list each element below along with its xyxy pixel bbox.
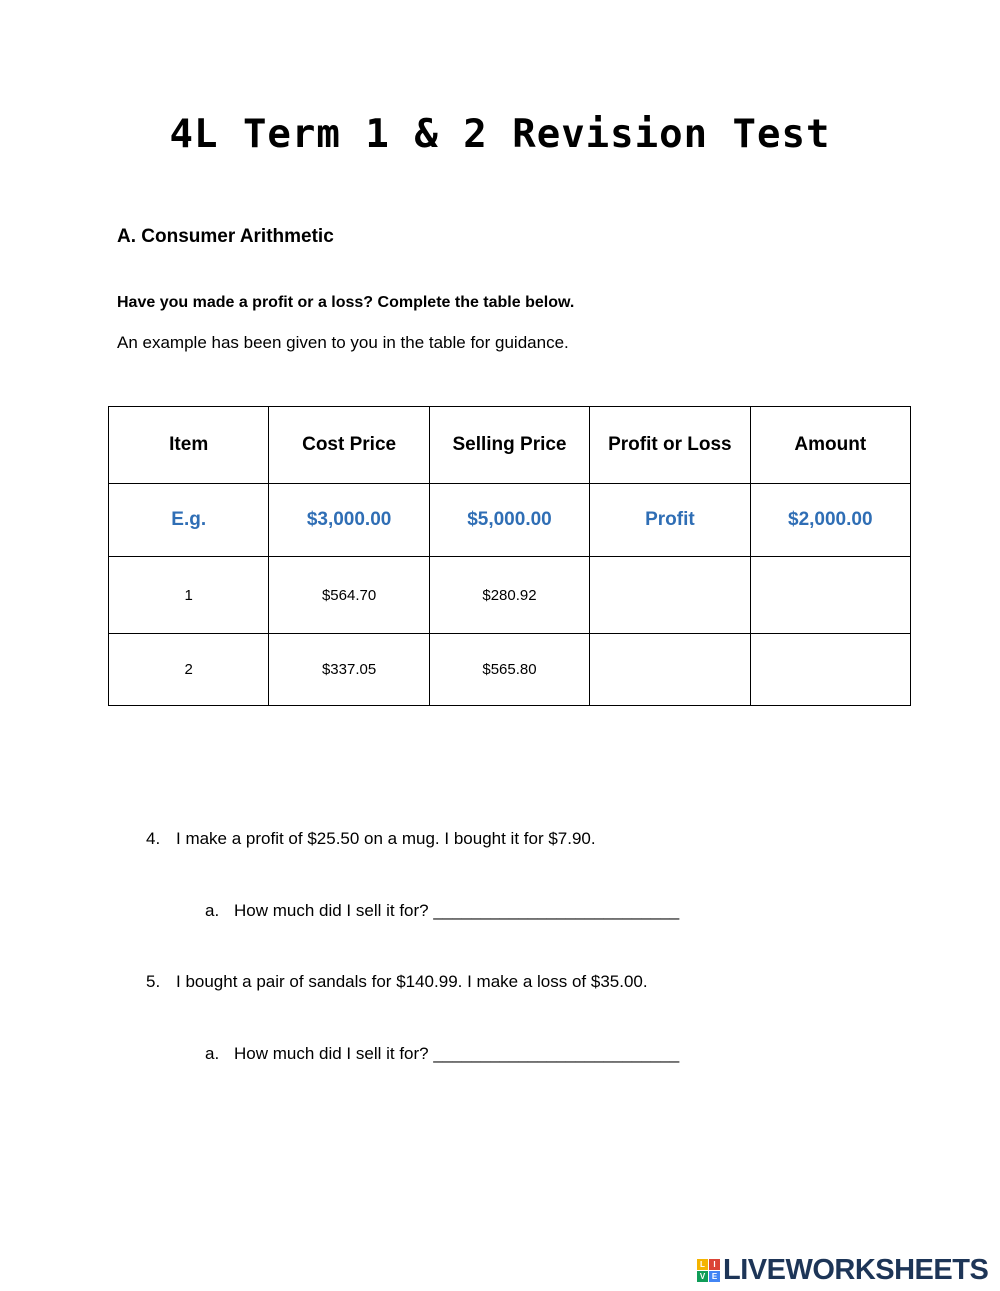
logo-block-v: V <box>697 1271 708 1282</box>
row-1-amount-answer[interactable] <box>750 557 910 634</box>
header-item: Item <box>109 407 269 484</box>
row-1-cost-price: $564.70 <box>269 557 429 634</box>
example-item: E.g. <box>109 484 269 557</box>
example-selling-price: $5,000.00 <box>429 484 589 557</box>
header-profit-or-loss: Profit or Loss <box>590 407 750 484</box>
example-cost-price: $3,000.00 <box>269 484 429 557</box>
question-4-text: I make a profit of $25.50 on a mug. I bought it for $7.90. <box>176 829 596 848</box>
question-4a-answer-line[interactable]: How much did I sell it for? __________________________ <box>234 901 680 920</box>
instruction-text: Have you made a profit or a loss? Complete the table below. <box>117 294 575 311</box>
row-1-item: 1 <box>109 557 269 634</box>
question-4 <box>146 829 596 849</box>
row-2-item: 2 <box>109 634 269 706</box>
question-5a-answer-line[interactable]: How much did I sell it for? __________________________ <box>234 1044 680 1063</box>
example-profit-or-loss: Profit <box>590 484 750 557</box>
liveworksheets-logo <box>697 1252 988 1288</box>
table-row <box>109 557 911 634</box>
row-2-selling-price: $565.80 <box>429 634 589 706</box>
profit-loss-table <box>108 406 911 706</box>
question-4-number: 4. <box>146 829 161 848</box>
row-1-profit-or-loss-answer[interactable] <box>590 557 750 634</box>
table-row <box>109 634 911 706</box>
example-amount: $2,000.00 <box>750 484 910 557</box>
row-2-profit-or-loss-answer[interactable] <box>590 634 750 706</box>
question-4a-label: a. <box>205 901 220 920</box>
header-selling-price: Selling Price <box>429 407 589 484</box>
row-2-cost-price: $337.05 <box>269 634 429 706</box>
question-5 <box>146 972 648 992</box>
question-5a-label: a. <box>205 1044 220 1063</box>
question-4a <box>205 901 679 921</box>
logo-block-l: L <box>697 1259 708 1270</box>
guidance-note: An example has been given to you in the table for guidance. <box>117 333 569 352</box>
worksheet-title: 4L Term 1 & 2 Revision Test <box>169 112 831 157</box>
row-2-amount-answer[interactable] <box>750 634 910 706</box>
header-cost-price: Cost Price <box>269 407 429 484</box>
section-heading: A. Consumer Arithmetic <box>117 226 334 247</box>
question-5a <box>205 1044 679 1064</box>
table-header-row <box>109 407 911 484</box>
example-row <box>109 484 911 557</box>
question-5-text: I bought a pair of sandals for $140.99. I make a loss of $35.00. <box>176 972 648 991</box>
logo-block-e: E <box>709 1271 720 1282</box>
logo-blocks-icon <box>697 1259 720 1282</box>
row-1-selling-price: $280.92 <box>429 557 589 634</box>
question-5-number: 5. <box>146 972 161 991</box>
header-amount: Amount <box>750 407 910 484</box>
logo-block-i: I <box>709 1259 720 1270</box>
logo-text: LIVEWORKSHEETS <box>723 1253 989 1286</box>
